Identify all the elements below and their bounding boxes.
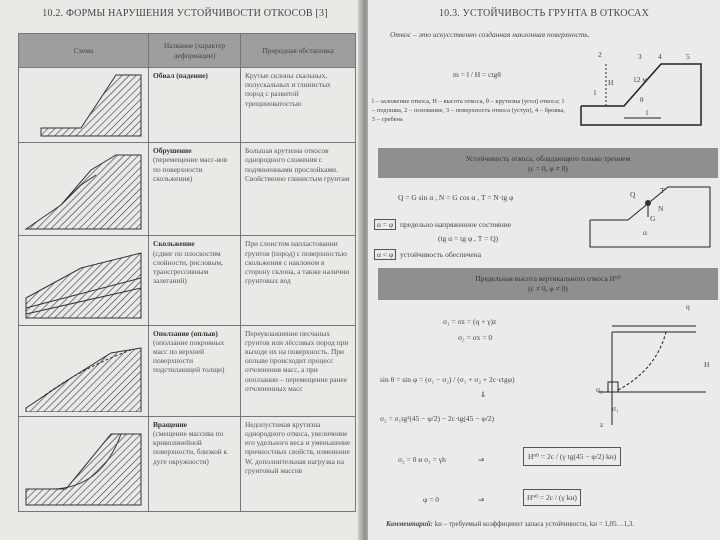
form-desc: (сдвиг по плоскостям слойности, рисловым, трансгрессивным залеганий) xyxy=(153,248,223,286)
col-header: Схема xyxy=(19,34,149,68)
form-name: Вращение xyxy=(153,419,188,429)
label: 1 xyxy=(593,88,597,97)
scheme-rockfall xyxy=(19,68,149,143)
formula: sin θ = sin φ = (σ₁ − σ₂) / (σ₁ + σ₂ + 2c·ctgφ) xyxy=(380,375,515,384)
formula: φ = 0 xyxy=(423,495,440,504)
result-formula: H⁹⁰ = 2c / (γ tg(45 − φ/2) kн) xyxy=(523,447,621,466)
section1-formula: Q = G sin α , N = G cos α , T = N·tg φ xyxy=(398,193,514,202)
right-page xyxy=(368,0,720,540)
label: α xyxy=(643,228,647,237)
label: l xyxy=(646,108,649,117)
scheme-creep xyxy=(19,325,149,416)
definition: Откос – это искусственно созданная наклонная поверхность. xyxy=(390,30,590,39)
caption: l – заложение откоса, H – высота откоса, θ – крутизна (угол) откоса; 1 – подошва, 2 – основание, 3 – поверхность откоса (уступ), 4 – бровка, 5 – гребень xyxy=(372,98,566,123)
implies: ⇒ xyxy=(478,455,485,464)
result-formula: H⁹⁰ = 2c / (γ kн) xyxy=(523,489,581,506)
table-row xyxy=(19,325,356,416)
conditions: При слоистом напластовании грунтов (пород) с поверхностью скольжения с наклоном в сторону склона, а также наличии грунтовых вод xyxy=(241,236,356,325)
label: z xyxy=(600,420,604,429)
conditions: Большая крутизна откосов однородного сложения с подчиненными прослойками. Свойственно глинистым грунтам xyxy=(241,143,356,236)
table-row xyxy=(19,236,356,325)
section2-header xyxy=(378,268,718,300)
form-name: Оползание (оплыв) xyxy=(153,328,218,338)
col-header: Название (характер деформации) xyxy=(149,34,241,68)
label: 4 xyxy=(658,52,662,61)
col-header: Природная обстановка xyxy=(241,34,356,68)
label: 12 м xyxy=(633,75,648,84)
page-title: 10.3. УСТОЙЧИВОСТЬ ГРУНТА В ОТКОСАХ xyxy=(438,8,650,19)
label: 5 xyxy=(686,52,690,61)
label: H xyxy=(608,78,614,87)
label: 2 xyxy=(598,50,602,59)
case2-box: α < φ xyxy=(374,249,396,260)
form-name: Обвал (падение) xyxy=(153,71,208,80)
scheme-rotation xyxy=(19,416,149,511)
slope-diagram xyxy=(576,48,716,130)
header-text: Устойчивость откоса, обладающего только трением xyxy=(465,154,631,163)
form-desc: (смещение массива по криволинейной поверхности, близкой к дуге окружности) xyxy=(153,429,228,466)
label: T xyxy=(660,186,665,195)
conditions: Крутые склоны скальных, полускальных и глинистых пород с развитой трещиноватостью xyxy=(241,68,356,143)
form-name: Скольжение xyxy=(153,239,195,249)
form-name: Обрушение xyxy=(153,146,192,156)
conditions: Недопустимая крутизна однородного откоса, увеличение его удельного веса и уменьшение прочностных свойств, изменение W, дополнительная нагрузка на грунтовый массив xyxy=(241,416,356,511)
form-desc: (оползание покровных масс по верхней поверхности подстилающей толщи) xyxy=(153,337,225,375)
label: G xyxy=(650,214,656,223)
header-condition: (c ≠ 0, φ ≠ 0) xyxy=(528,284,568,293)
table-row xyxy=(19,68,356,143)
slope-failure-table xyxy=(18,33,356,512)
formula: σ₂ = σ₁tg²(45 − φ/2) − 2c·tg(45 − φ/2) xyxy=(380,414,495,423)
formula: σ₂ = 0 и σ₁ = γh xyxy=(398,455,446,464)
implies: ⇒ xyxy=(478,495,485,504)
page-title: 10.2. ФОРМЫ НАРУШЕНИЯ УСТОЙЧИВОСТИ ОТКОСОВ [3] xyxy=(42,8,328,19)
formula-m: m = l / H = ctgθ xyxy=(453,70,501,79)
scheme-collapse xyxy=(19,143,149,236)
label: σ₁ xyxy=(612,404,619,413)
case1-sub: (tg α = tg φ , T = Q) xyxy=(438,234,499,243)
table-row xyxy=(19,143,356,236)
label: q xyxy=(686,302,690,311)
section1-header xyxy=(378,148,718,178)
comment-label: Комментарий: xyxy=(386,520,433,528)
table-row xyxy=(19,416,356,511)
form-desc: (перемещение масс-вов по поверхности скольжения) xyxy=(153,155,228,183)
arrow: ⇓ xyxy=(480,390,487,399)
label: Q xyxy=(630,190,636,199)
case1-text: предельно напряженное состояние xyxy=(400,220,512,229)
header-condition: (c = 0, φ ≠ 0) xyxy=(528,164,568,173)
label: H xyxy=(704,360,710,369)
table-header xyxy=(19,34,356,68)
conditions: Переувлажнение песчаных грунтов или лёссовых пород при выходе их на поверхность. При оплыве происходит процесс отчленения масс, а при оползании – перемещение ранее отчлененных масс xyxy=(241,325,356,416)
header-text: Предельная высота вертикального откоса H⁹⁰ xyxy=(475,274,621,283)
comment: kн – требуемый коэффициент запаса устойчивости, kн = 1,05…1,3. xyxy=(434,520,635,528)
formula: σ₁ = σz = (q + γ)z xyxy=(443,317,497,326)
case1-box: α = φ xyxy=(374,219,396,230)
label: N xyxy=(658,204,664,213)
formula: σ₂ = σx = 0 xyxy=(458,333,493,342)
case2-text: устойчивость обеспечена xyxy=(400,250,482,259)
label: θ xyxy=(640,95,644,104)
scheme-sliding xyxy=(19,236,149,325)
label: σ₂ xyxy=(596,385,603,394)
label: 3 xyxy=(638,52,642,61)
